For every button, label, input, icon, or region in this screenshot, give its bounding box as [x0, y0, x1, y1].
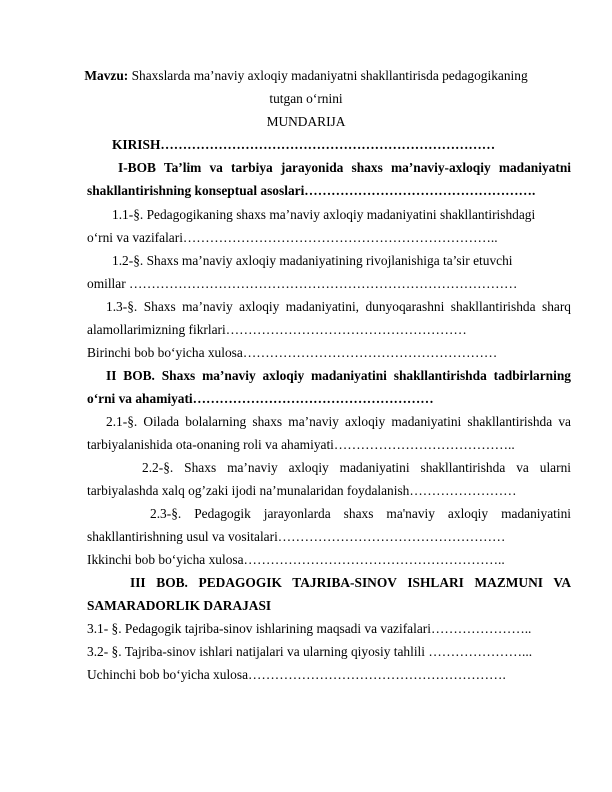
toc-section-2-1: 2.1-§. Oilada bolalarning shaxs ma’naviy axloqiy madaniyatini shakllantirishda va [106, 414, 571, 429]
toc-section-3-2: 3.2- §. Tajriba-sinov ishlari natijalari va ularning qiyosiy tahlili …………………... [87, 644, 533, 659]
toc-section-2-3-cont: shakllantirishning usul va vositalari…………………………………………… [87, 529, 506, 544]
toc-introduction: KIRISH………………………………………………………………… [112, 137, 496, 152]
toc-chapter-2-title-cont: o‘rni va ahamiyati……………………………………………… [87, 391, 434, 406]
toc-chapter-3-title-cont: SAMARADORLIK DARAJASI [87, 598, 272, 613]
toc-section-3-1: 3.1- §. Pedagogik tajriba-sinov ishlarining maqsadi va vazifalari………………….. [87, 621, 532, 636]
toc-section-1-1: 1.1-§. Pedagogikaning shaxs ma’naviy axloqiy madaniyatini shakllantirishdagi [112, 207, 536, 222]
contents-title: MUNDARIJA [266, 114, 346, 129]
toc-section-1-3: 1.3-§. Shaxs ma’naviy axloqiy madaniyatini, dunyoqarashni shakllantirishda sharq [106, 299, 571, 314]
toc-section-1-3-cont: alamollarimizning fikrlari……………………………………………… [87, 322, 467, 337]
toc-chapter-3-title: III BOB. PEDAGOGIK TAJRIBA-SINOV ISHLARI MAZMUNI VA [130, 575, 571, 590]
toc-section-1-2: 1.2-§. Shaxs ma’naviy axloqiy madaniyatining rivojlanishiga ta’sir etuvchi [112, 253, 513, 268]
toc-section-2-3: 2.3-§. Pedagogik jarayonlarda shaxs ma'naviy axloqiy madaniyatini [150, 506, 571, 521]
toc-section-2-2: 2.2-§. Shaxs ma’naviy axloqiy madaniyatini shakllantirishda va ularni [142, 460, 571, 475]
toc-chapter-1-title-cont: shakllantirishning konseptual asoslari……………………………………………. [87, 183, 536, 198]
toc-chapter-1-title: I-BOB Ta’lim va tarbiya jarayonida shaxs ma’naviy-axloqiy madaniyatni [118, 160, 571, 175]
toc-chapter-2-title: II BOB. Shaxs ma’naviy axloqiy madaniyatini shakllantirishda tadbirlarning [106, 368, 571, 383]
topic-text: Shaxslarda ma’naviy axloqiy madaniyatni shakllantirisda pedagogikaning [128, 68, 528, 83]
toc-chapter-1-conclusion: Birinchi bob bo‘yicha xulosa………………………………………………… [87, 345, 498, 360]
toc-section-1-1-cont: o‘rni va vazifalari…………………………………………………………….. [87, 230, 498, 245]
toc-chapter-2-conclusion: Ikkinchi bob bo‘yicha xulosa………………………………………………….. [87, 552, 505, 567]
topic-line [0, 68, 612, 84]
topic-line-2: tutgan o‘rnini [269, 91, 343, 106]
toc-chapter-3-conclusion: Uchinchi bob bo‘yicha xulosa…………………………………………………. [87, 667, 506, 682]
toc-section-2-1-cont: tarbiyalanishida ota-onaning roli va ahamiyati………………………………….. [87, 437, 515, 452]
topic-label: Mavzu: [84, 68, 129, 83]
toc-section-2-2-cont: tarbiyalashda xalq og’zaki ijodi na’munalaridan foydalanish…………………… [87, 483, 517, 498]
toc-section-1-2-cont: omillar …………………………………………………………………………… [87, 276, 518, 291]
